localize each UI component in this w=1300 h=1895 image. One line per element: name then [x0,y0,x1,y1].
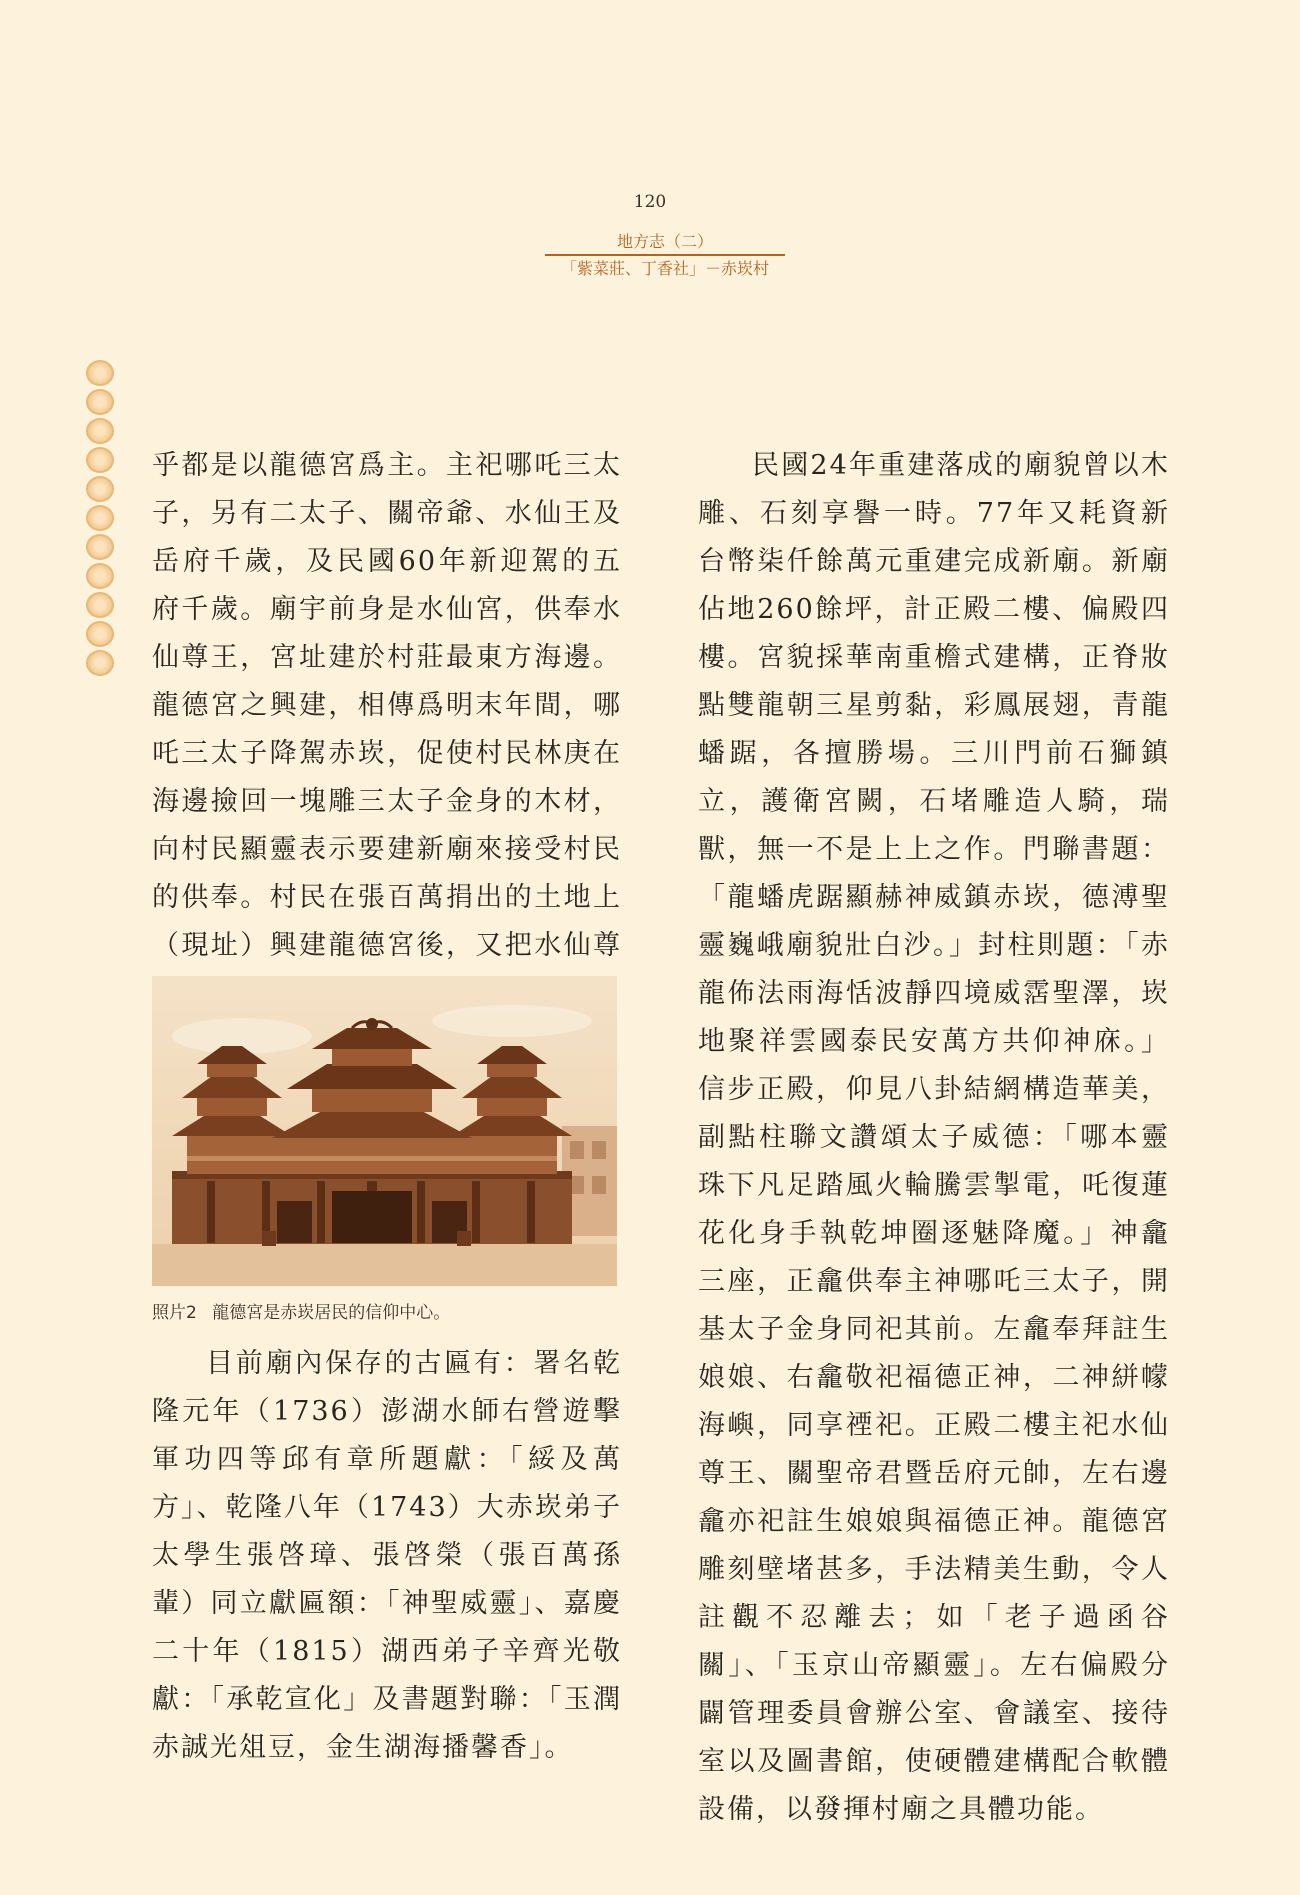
margin-ornament [86,360,122,679]
ornament-coin [86,592,114,618]
photo-caption [152,1298,450,1323]
running-head-rule [545,254,785,256]
ornament-coin [86,360,114,386]
ornament-coin [86,447,114,473]
ornament-coin [86,650,114,676]
ornament-coin [86,621,114,647]
left-column-top [152,442,622,1018]
photo-caption-text: 龍德宮是赤崁居民的信仰中心。 [212,1303,451,1323]
ornament-coin [86,534,114,560]
running-head [545,232,785,279]
photo-caption-label: 照片2 [152,1303,197,1323]
right-paragraph-1: 民國24年重建落成的廟貌曾以木雕、石刻享譽一時。77年又耗資新台幣柒仟餘萬元重建完成新廟。新廟佔地260餘坪，計正殿二樓、偏殿四樓。宮貌採華南重檐式建構，正脊妝點雙龍朝三星剪黏，彩鳳展翅，青龍蟠踞，各擅勝場。三川門前石獅鎮立，護衛宮闕，石堵雕造人騎，瑞獸，無一不是上上之作。門聯書題：「龍蟠虎踞顯赫神威鎮赤崁，德溥聖靈巍峨廟貌壯白沙。」封柱則題：「赤龍佈法雨海恬波靜四境威霑聖澤，崁地聚祥雲國泰民安萬方共仰神庥。」信步正殿，仰見八卦結網構造華美，副點柱聯文讚頌太子威德：「哪本靈珠下凡足踏風火輪騰雲掣電，吒復蓮花化身手執乾坤圈逐魅降魔。」神龕三座，正龕供奉主神哪吒三太子，開基太子金身同祀其前。左龕奉拜註生娘娘、右龕敬祀福德正神，二神絣幪海嶼，同享禋祀。正殿二樓主祀水仙尊王、關聖帝君暨岳府元帥，左右邊龕亦祀註生娘娘與福德正神。龍德宮雕刻壁堵甚多，手法精美生動，令人註觀不忍離去；如「老子過函谷關」、「玉京山帝顯靈」。左右偏殿分闢管理委員會辦公室、會議室、接待室以及圖書館，使硬體建構配合軟體設備，以發揮村廟之具體功能。 [698,450,1170,1825]
left-paragraph-1: 乎都是以龍德宮爲主。主祀哪吒三太子，另有二太子、關帝爺、水仙王及岳府千歲，及民國60年新迎駕的五府千歲。廟宇前身是水仙宮，供奉水仙尊王，宮址建於村莊最東方海邊。龍德宮之興建，相傳爲明末年間，哪吒三太子降駕赤崁，促使村民林庚在海邊撿回一塊雕三太子金身的木材，向村民顯靈表示要建新廟來接受村民的供奉。村民在張百萬捐出的土地上（現址）興建龍德宮後，又把水仙尊 [152,450,622,961]
running-head-chapter: 「紫菜莊、丁香社」－赤崁村 [560,258,769,278]
left-column-bottom [152,1340,622,1772]
ornament-coin [86,389,114,415]
ornament-coin [86,563,114,589]
running-head-volume: 地方志（二） [616,232,713,251]
temple-photo-image [152,976,617,1286]
right-column [698,442,1170,1834]
ornament-coin [86,476,114,502]
ornament-coin [86,505,114,531]
temple-photo [152,976,617,1286]
ornament-coin [86,418,114,444]
left-paragraph-2: 目前廟內保存的古匾有：署名乾隆元年（1736）澎湖水師右營遊擊軍功四等邱有章所題獻：「綏及萬方」、乾隆八年（1743）大赤崁弟子太學生張啓璋、張啓榮（張百萬孫輩）同立獻匾額：「神聖威靈」、嘉慶二十年（1815）湖西弟子辛齊光敬獻：「承乾宣化」及書題對聯：「玉潤赤誠光俎豆，金生湖海播馨香」。 [152,1348,622,1763]
page-number: 120 [633,192,667,212]
